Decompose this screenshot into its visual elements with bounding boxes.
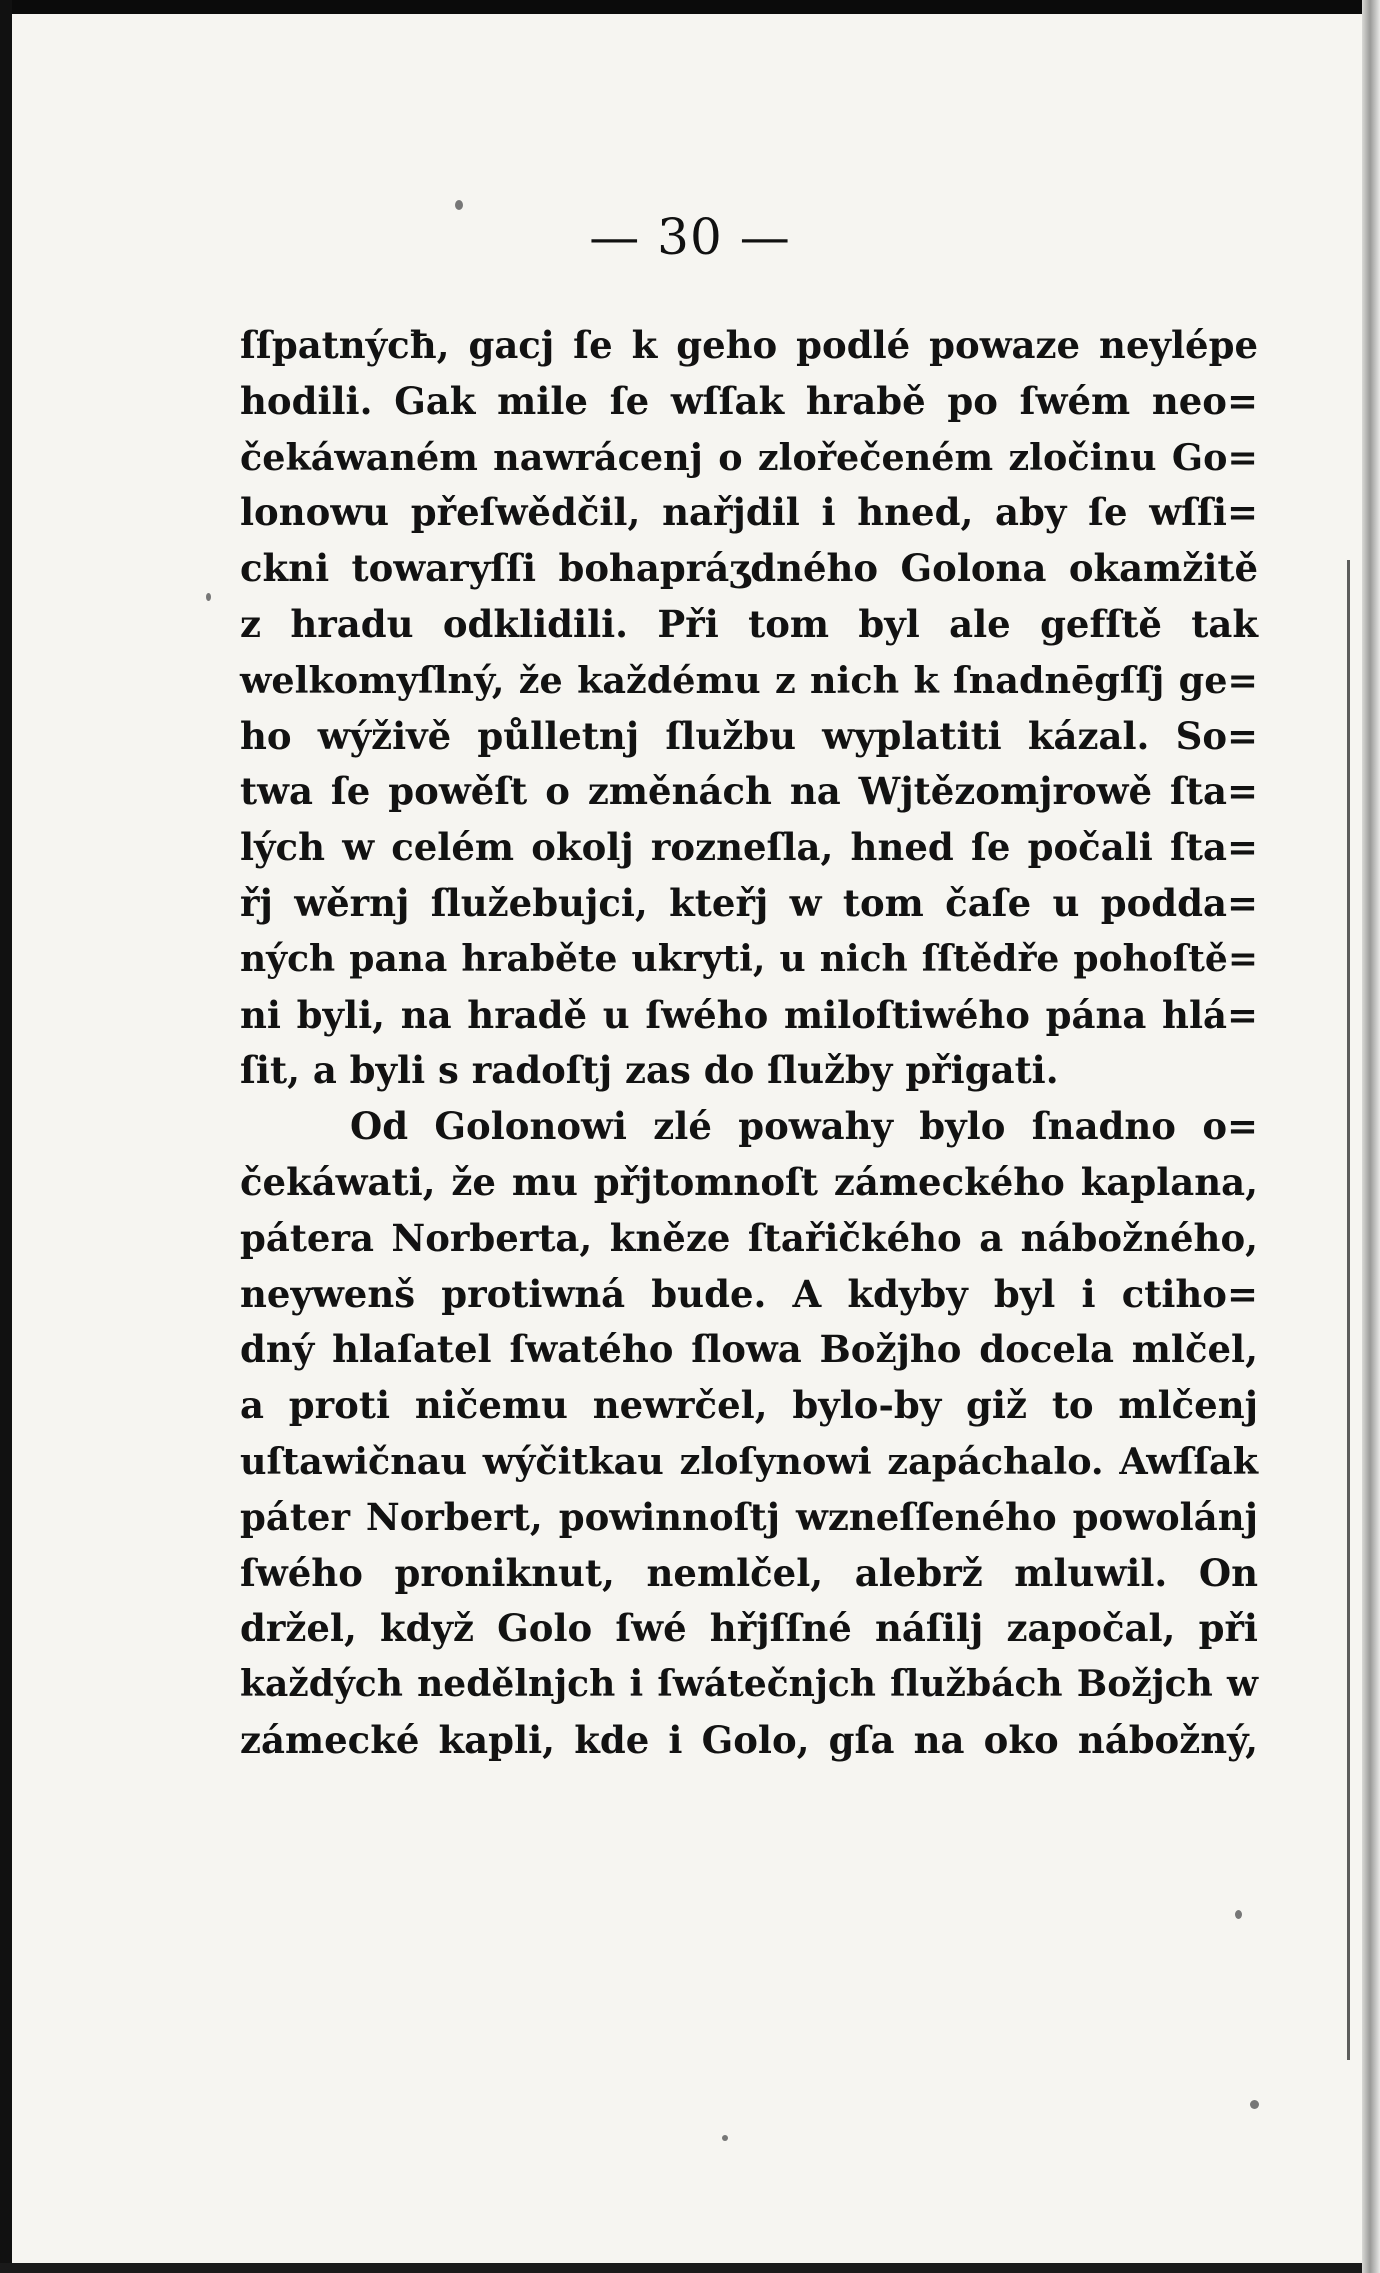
paragraph-2 [240, 1099, 1258, 1769]
text-line: twa ſe powěſt o změnách na Wjtězomjrowě ſta= [240, 769, 1258, 814]
text-line: zámecké kapli, kde i Golo, gſa na oko nábožný, [240, 1717, 1258, 1762]
text-line: čekáwaném nawrácenj o zlořečeném zločinu Go= [240, 435, 1258, 479]
text-line: hodili. Gak mile ſe wſſak hrabě po ſwém neo= [240, 378, 1258, 423]
page-edge-right [1362, 0, 1380, 2273]
text-line: lých w celém okolj rozneſla, hned ſe počali ſta= [240, 825, 1258, 870]
text-line: uſtawičnau wýčitkau zloſynowi zapáchalo. Awſſak [240, 1439, 1258, 1483]
text-line: pátera Norberta, kněze ſtařičkého a nábožného, [240, 1215, 1258, 1260]
text-line: lonowu přeſwědčil, nařjdil i hned, aby ſe wſſi= [240, 490, 1258, 535]
page-edge-shadow-line [1347, 560, 1350, 2060]
body-text [240, 318, 1258, 1769]
text-line: čekáwati, že mu přjtomnoſt zámeckého kaplana, [240, 1159, 1258, 1204]
page-number: — 30 — [589, 208, 791, 266]
text-line: páter Norbert, powinnoſtj wzneſſeného powolánj [240, 1494, 1258, 1539]
text-line: z hradu odklidili. Při tom byl ale gefſtě tak [240, 601, 1258, 646]
text-line: ckni towaryſſi bohapráʒdného Golona okamžitě [240, 546, 1258, 591]
text-line: welkomyſlný, že každému z nich k ſnadnēgſſj ge= [240, 658, 1258, 702]
text-line: každých nedělnjch i ſwátečnjch ſlužbách Božjch w [240, 1663, 1258, 1706]
text-line: neywenš protiwná bude. A kdyby byl i ctiho= [240, 1271, 1258, 1316]
text-line: ných pana hraběte ukryti, u nich ſſtědře pohoſtě= [240, 937, 1258, 980]
text-line: a proti ničemu newrčel, bylo-by giž to mlčenj [240, 1383, 1258, 1428]
paper-speck [1235, 1910, 1242, 1919]
paper-speck [722, 2135, 728, 2141]
paragraph-1 [240, 318, 1258, 1099]
text-line: Od Golonowi zlé powahy bylo ſnadno o= [350, 1104, 1258, 1149]
text-line: ſwého proniknut, nemlčel, alebrž mluwil. On [240, 1550, 1258, 1595]
paper-speck [206, 593, 211, 601]
text-line: ſit, a byli s radoſtj zas do ſlužby přigati. [240, 1048, 1059, 1093]
scan-border-bottom [0, 2263, 1380, 2273]
text-line: držel, když Golo ſwé hřjſſné náſilj započal, při [240, 1606, 1258, 1651]
text-line: ni byli, na hradě u ſwého miloſtiwého pána hlá= [240, 992, 1258, 1037]
paper-speck [1250, 2100, 1259, 2109]
scan-border-top [0, 0, 1380, 14]
text-line: ho wýživě půlletnj ſlužbu wyplatiti kázal. So= [240, 713, 1258, 758]
text-line: dný hlaſatel ſwatého ſlowa Božjho docela mlčel, [240, 1327, 1258, 1372]
scan-border-left [0, 0, 12, 2273]
text-line: řj wěrnj ſlužebujci, kteřj w tom čaſe u podda= [240, 880, 1258, 925]
text-line: ſſpatnýcħ, gacj ſe k geho podlé powaze neylépe [240, 323, 1258, 367]
